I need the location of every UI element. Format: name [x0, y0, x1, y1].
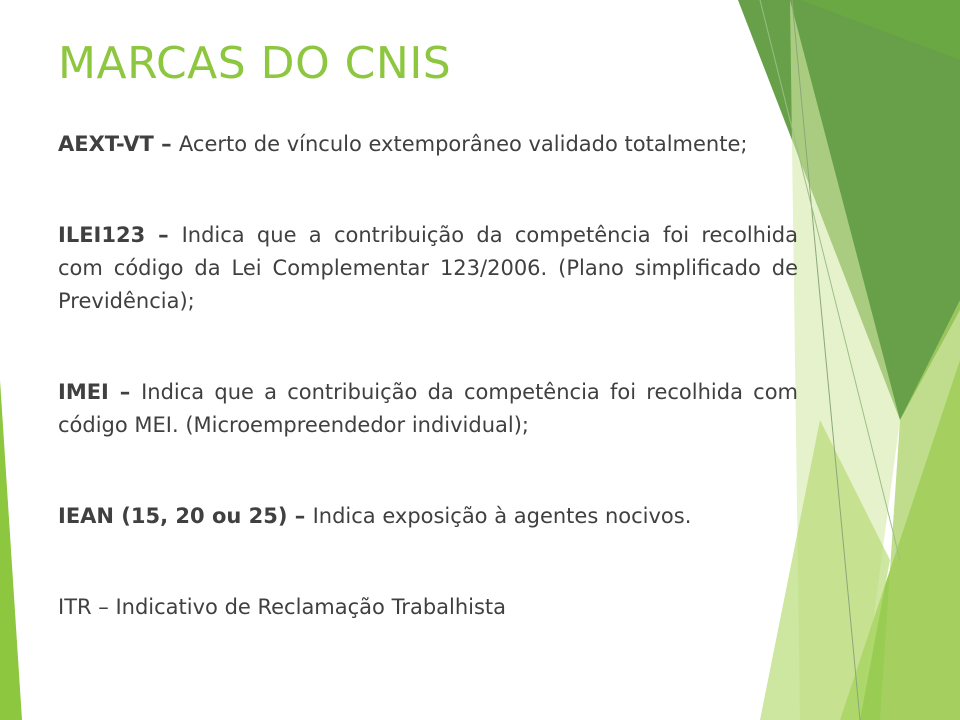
mark-code: IMEI [58, 380, 109, 404]
slide-title: MARCAS DO CNIS [58, 38, 452, 89]
mark-description: Indica que a contribuição da competência foi recolhida com código da Lei Complementar 123/2006. (Plano simplificado de Previdência); [58, 223, 798, 313]
mark-separator: – [145, 223, 182, 247]
mark-entry-itr [58, 591, 798, 624]
mark-separator: – [108, 380, 142, 404]
mark-separator: – [153, 132, 179, 156]
marks-list [58, 128, 798, 624]
mark-description: Indica exposição à agentes nocivos. [312, 504, 692, 528]
mark-description: Indica que a contribuição da competência foi recolhida com código MEI. (Microempreendedor individual); [58, 380, 798, 437]
mark-code: IEAN (15, 20 ou 25) [58, 504, 288, 528]
deco-shape-left [0, 380, 22, 720]
mark-description: ITR – Indicativo de Reclamação Trabalhista [58, 595, 507, 619]
mark-entry-iean [58, 500, 798, 533]
mark-separator: – [287, 504, 313, 528]
mark-entry-aext-vt [58, 128, 798, 161]
mark-description: Acerto de vínculo extemporâneo validado totalmente; [178, 132, 748, 156]
mark-entry-ilei123 [58, 219, 798, 318]
mark-code: AEXT-VT [58, 132, 154, 156]
mark-entry-imei [58, 376, 798, 442]
mark-code: ILEI123 [58, 223, 146, 247]
